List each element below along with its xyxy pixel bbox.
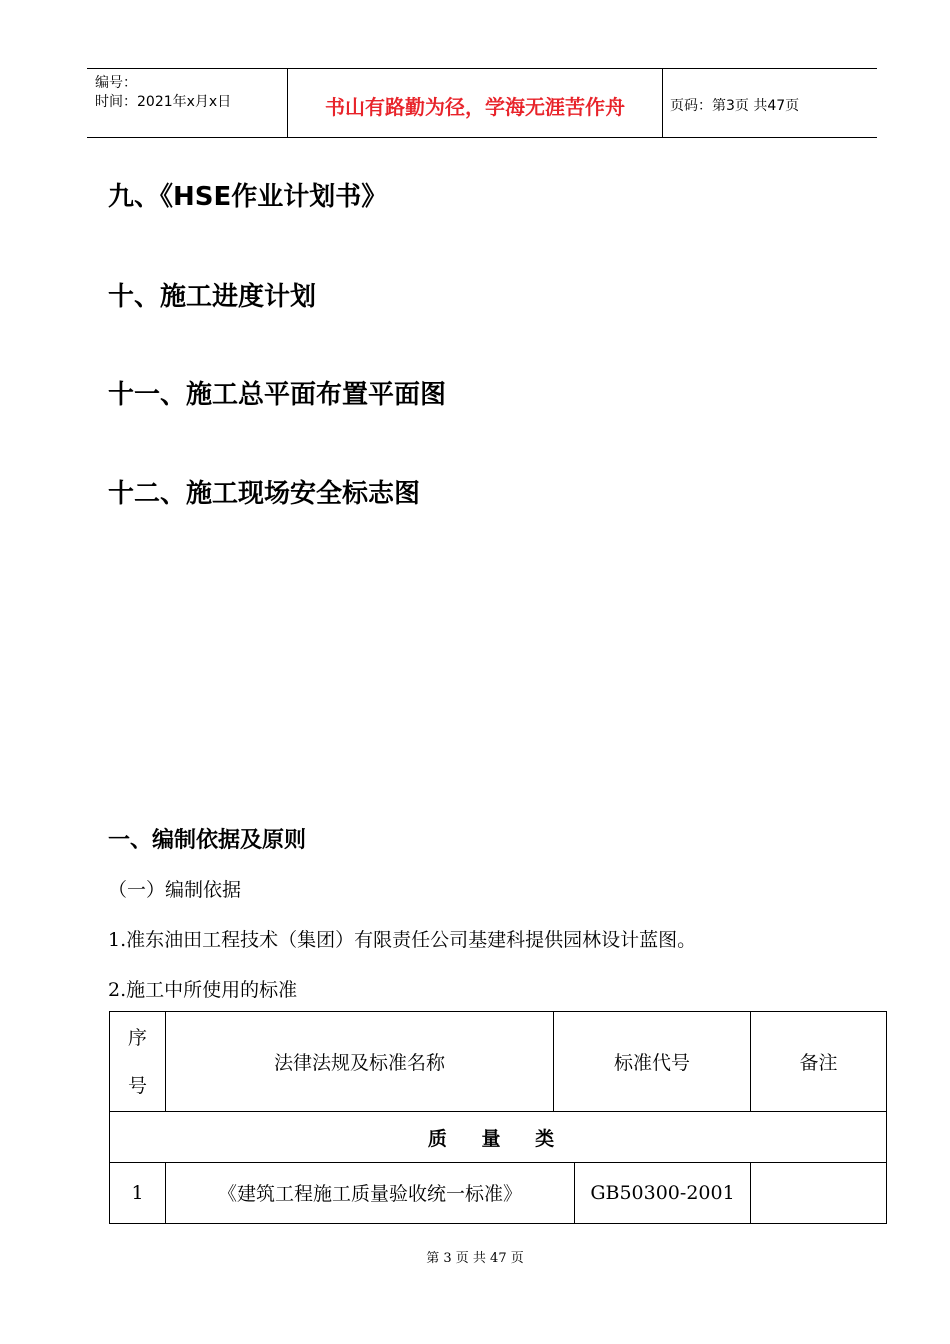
standards-table [109, 1011, 887, 1224]
page-header [87, 68, 877, 138]
header-page-cell [662, 69, 877, 137]
table-row-code: GB50300-2001 [574, 1162, 751, 1224]
header-page-number: 页码：第3页 共47页 [670, 98, 800, 114]
basis-item-1: 1.准东油田工程技术（集团）有限责任公司基建科提供园林设计蓝图。 [108, 929, 697, 951]
table-row-name: 《建筑工程施工质量验收统一标准》 [165, 1162, 575, 1224]
heading-12: 十二、施工现场安全标志图 [108, 479, 421, 509]
heading-11: 十一、施工总平面布置平面图 [108, 380, 447, 410]
subsection-basis: （一）编制依据 [108, 879, 242, 901]
heading-9: 九、《HSE作业计划书》 [108, 182, 388, 212]
header-motto-cell [287, 69, 663, 137]
table-row-remark [750, 1162, 887, 1224]
document-time: 时间：2021年x月x日 [95, 94, 232, 110]
header-remark: 备注 [750, 1011, 887, 1112]
header-name: 法律法规及标准名称 [165, 1011, 554, 1112]
header-code: 标准代号 [553, 1011, 751, 1112]
page-footer: 第 3 页 共 47 页 [426, 1251, 524, 1266]
header-seq-top: 序 [127, 1026, 147, 1049]
document-number: 编号： [95, 75, 137, 91]
header-info-cell [87, 69, 287, 137]
header-seq [109, 1011, 166, 1112]
heading-10: 十、施工进度计划 [108, 282, 317, 312]
header-motto: 书山有路勤为径，学海无涯苦作舟 [325, 95, 625, 119]
category-row: 质 量 类 [109, 1111, 887, 1163]
header-seq-bottom: 号 [127, 1074, 147, 1097]
basis-item-2: 2.施工中所使用的标准 [108, 979, 298, 1001]
table-row-seq: 1 [109, 1162, 166, 1224]
section-heading-1: 一、编制依据及原则 [108, 828, 307, 853]
